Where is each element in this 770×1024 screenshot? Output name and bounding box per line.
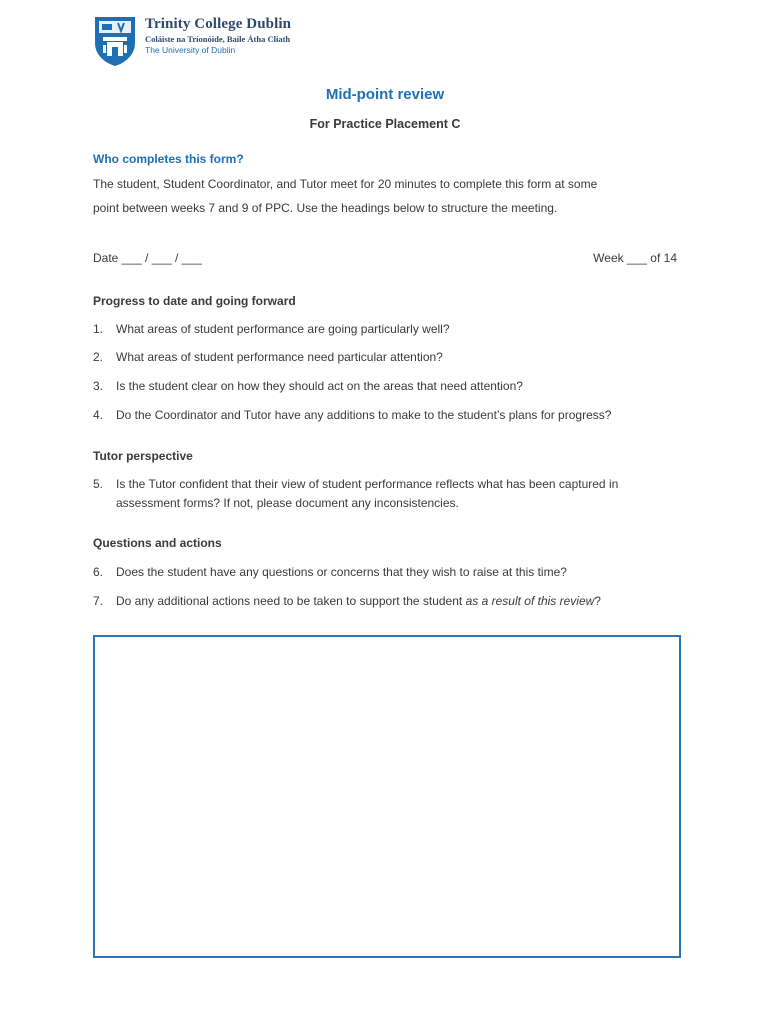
intro-line-1: The student, Student Coordinator, and Tutor meet for 20 minutes to complete this form at some xyxy=(93,177,598,191)
week-field: Week ___ of 14 xyxy=(593,251,677,265)
question-5 xyxy=(93,475,683,513)
intro-line-2: point between weeks 7 and 9 of PPC. Use the headings below to structure the meeting. xyxy=(93,201,558,215)
institution-irish-name: Coláiste na Tríonóide, Baile Átha Cliath xyxy=(145,34,291,44)
progress-heading: Progress to date and going forward xyxy=(93,294,296,308)
tcd-logo xyxy=(93,15,303,69)
question-number: 2. xyxy=(93,350,104,364)
university-name: The University of Dublin xyxy=(145,45,236,55)
page-title: Mid-point review xyxy=(325,86,445,103)
question-text-italic: as a result of this review xyxy=(465,594,595,608)
question-text-before: Do any additional actions need to be taken to support the student xyxy=(116,594,466,608)
question-3 xyxy=(93,377,683,396)
response-box[interactable] xyxy=(93,635,681,958)
question-text: Is the Tutor confident that their view of student performance reflects what has been captured in assessment forms? If not, please document any inconsistencies. xyxy=(116,477,619,510)
question-text: Is the student clear on how they should act on the areas that need attention? xyxy=(116,379,523,393)
question-number: 5. xyxy=(93,477,104,491)
question-2 xyxy=(93,348,683,367)
question-number: 4. xyxy=(93,408,104,422)
page-subtitle: For Practice Placement C xyxy=(309,117,461,131)
question-4 xyxy=(93,406,683,425)
question-number: 1. xyxy=(93,322,104,336)
question-text: What areas of student performance need particular attention? xyxy=(116,350,443,364)
question-text: What areas of student performance are going particularly well? xyxy=(116,322,450,336)
date-field: Date ___ / ___ / ___ xyxy=(93,251,202,265)
question-number: 6. xyxy=(93,565,104,579)
question-text: Does the student have any questions or concerns that they wish to raise at this time? xyxy=(116,565,567,579)
question-text: Do the Coordinator and Tutor have any additions to make to the student’s plans for progress? xyxy=(116,408,612,422)
questions-heading: Questions and actions xyxy=(93,536,222,550)
question-7 xyxy=(93,592,683,611)
question-number: 7. xyxy=(93,594,104,608)
question-number: 3. xyxy=(93,379,104,393)
trinity-crest-icon xyxy=(93,15,137,67)
question-text-after: ? xyxy=(594,594,601,608)
question-text xyxy=(116,592,683,611)
question-1 xyxy=(93,320,683,339)
question-6 xyxy=(93,563,683,582)
tutor-heading: Tutor perspective xyxy=(93,449,193,463)
institution-name: Trinity College Dublin xyxy=(145,16,292,32)
intro-heading: Who completes this form? xyxy=(93,152,244,166)
